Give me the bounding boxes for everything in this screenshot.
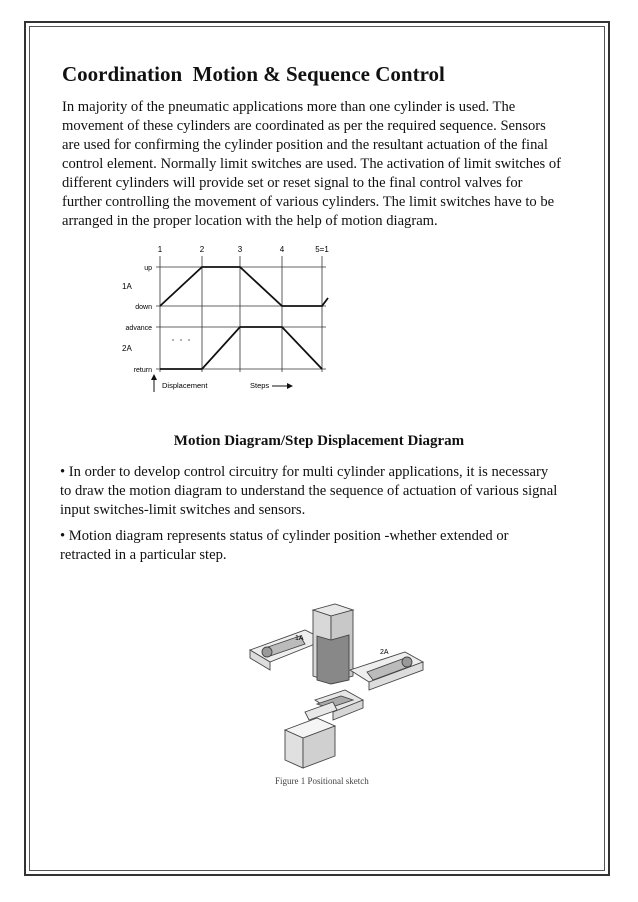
intro-line: further controlling the movement of various cylinders. The limit switches have to be (62, 194, 555, 210)
sketch-label-1a: 1A (295, 635, 304, 642)
cylinder-2a-label: 2A (122, 344, 132, 353)
level-down-label: down (135, 304, 152, 311)
bullet-line: to draw the motion diagram to understand the sequence of actuation of various signal (60, 483, 558, 499)
intro-line: movement of these cylinders are coordinated as per the required sequence. Sensors (62, 118, 546, 134)
bullet-line: • In order to develop control circuitry for multi cylinder applications, it is necessary (60, 464, 549, 480)
steps-arrow-head (287, 383, 293, 389)
intro-line: arranged in the proper location with the help of motion diagram. (62, 213, 438, 229)
intro-line: In majority of the pneumatic applications more than one cylinder is used. The (62, 99, 516, 115)
diagram-caption: Motion Diagram/Step Displacement Diagram (173, 433, 465, 449)
bullet-line: input switches-limit switches and sensors. (60, 502, 306, 518)
intro-line: control element. Normally limit switches are used. The activation of limit switches of (62, 156, 562, 172)
level-advance-label: advance (125, 325, 152, 332)
figure-caption: Figure 1 Positional sketch (275, 776, 369, 786)
steps-label: Steps (250, 381, 270, 390)
sketch-label-2a: 2A (380, 649, 389, 656)
bullet-line: retracted in a particular step. (60, 547, 227, 563)
level-up-label: up (144, 265, 152, 272)
cylinder-2a-trace (160, 327, 322, 369)
bullet-paragraph-2 (60, 527, 590, 565)
intro-line: different cylinders will provide set or reset signal to the final control valves for (62, 175, 523, 191)
step-label-1: 1 (157, 245, 163, 254)
step-label-5: 5=1 (315, 245, 329, 254)
step-gridlines (160, 256, 322, 372)
bullet-paragraph-1 (60, 463, 590, 520)
level-return-label: return (133, 367, 152, 374)
page-title: Coordination Motion & Sequence Control (62, 62, 445, 86)
cylinder-1a-label: 1A (122, 282, 132, 291)
intro-line: are used for confirming the cylinder position and the resultant actuation of the final (62, 137, 548, 153)
step-label-3: 3 (237, 245, 243, 254)
bullet-line: • Motion diagram represents status of cylinder position -whether extended or (60, 528, 509, 544)
level-gridlines (156, 267, 326, 369)
step-label-4: 4 (279, 245, 285, 254)
step-label-2: 2 (199, 245, 205, 254)
displacement-label: Displacement (162, 381, 208, 390)
intro-paragraph (62, 98, 582, 231)
displacement-arrow-head (151, 374, 157, 380)
positional-sketch (245, 600, 425, 790)
cylinder-1a-trace (160, 267, 328, 306)
motion-diagram (110, 240, 340, 400)
